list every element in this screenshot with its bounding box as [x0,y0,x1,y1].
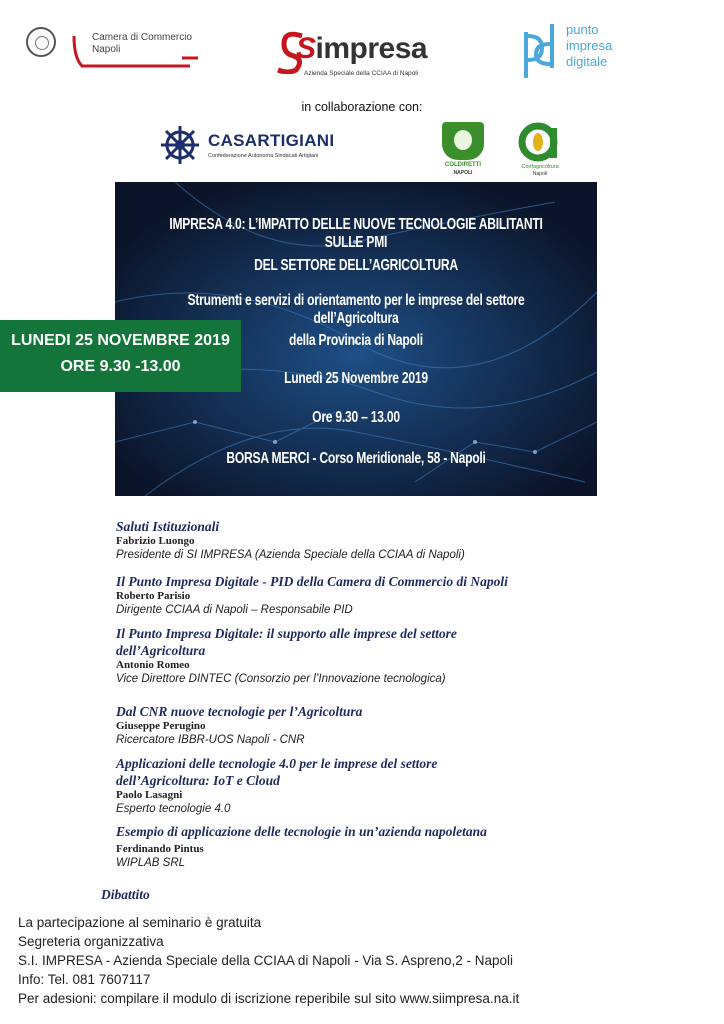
program-item [116,573,596,618]
pid-line2: impresa [566,38,613,53]
confagricoltura-name: Confagricoltura [521,164,559,170]
program-item [116,755,596,817]
footer-info [18,913,519,1008]
speaker-name: Roberto Parisio [116,590,191,602]
si-impresa-brand-rest: impresa [315,32,428,65]
date-box [0,320,241,392]
program-item-title: Saluti Istituzionali [116,519,220,534]
banner-venue: BORSA MERCI - Corso Meridionale, 58 - Napoli [226,450,486,467]
date-box-date: LUNEDI 25 NOVEMBRE 2019 [11,332,230,349]
speaker-name: Paolo Lasagni [116,789,183,801]
collaboration-label: in collaborazione con: [301,100,423,114]
pid-line3: digitale [566,54,608,69]
camera-commercio-logo [70,28,200,78]
banner-subtitle-line2: della Provincia di Napoli [289,332,423,349]
program-item [116,518,596,563]
banner-date: Lunedì 25 Novembre 2019 [284,370,428,387]
banner-time: Ore 9.30 – 13.00 [312,409,400,426]
camera-commercio-line1: Camera di Commercio [92,32,193,43]
pid-line1: punto [566,22,599,37]
date-box-time: ORE 9.30 -13.00 [60,358,181,375]
pid-logo [522,22,632,82]
program-item-title-cont: dell’Agricoltura: IoT e Cloud [116,773,280,788]
program-item [116,823,596,871]
confagricoltura-logo [514,122,566,178]
footer-free-participation: La partecipazione al seminario è gratuita [18,915,262,930]
program-item [116,703,596,748]
si-impresa-brand-s: S [296,32,316,65]
speaker-role: Ricercatore IBBR-UOS Napoli - CNR [116,734,305,746]
speaker-role: Dirigente CCIAA di Napoli – Responsabile PID [116,604,353,616]
banner-subtitle-line1: Strumenti e servizi di orientamento per le imprese del settore dell’Agricoltura [187,292,525,327]
footer-registration: Per adesioni: compilare il modulo di iscrizione reperibile sul sito www.siimpresa.na.it [18,991,520,1006]
program-item-title-cont: dell’Agricoltura [116,643,206,658]
camera-commercio-seal-icon [26,27,56,57]
program-item-title: Il Punto Impresa Digitale - PID della Camera di Commercio di Napoli [116,574,508,589]
camera-commercio-line2: Napoli [92,44,121,55]
ship-wheel-icon [160,125,200,165]
footer-phone: Info: Tel. 081 7607117 [18,972,151,987]
speaker-name: Fabrizio Luongo [116,535,195,547]
footer-address: S.I. IMPRESA - Azienda Speciale della CCIAA di Napoli - Via S. Aspreno,2 - Napoli [18,953,514,968]
program-item-title: Dal CNR nuove tecnologie per l’Agricoltura [116,704,363,719]
footer-secretariat-label: Segreteria organizzativa [18,934,164,949]
program-item-title: Applicazioni delle tecnologie 4.0 per le imprese del settore [116,756,438,771]
confagricoltura-mark-icon [518,122,562,162]
si-impresa-logo [276,26,426,82]
casartigiani-logo [160,123,335,171]
speaker-role: Presidente di SI IMPRESA (Azienda Speciale della CCIAA di Napoli) [116,549,465,561]
coldiretti-logo [438,122,488,178]
program-item [116,625,596,687]
coldiretti-name: COLDIRETTI [445,162,481,168]
confagricoltura-city: Napoli [532,171,548,177]
speaker-role: Vice Direttore DINTEC (Consorzio per l’Innovazione tecnologica) [116,673,446,685]
coldiretti-city: NAPOLI [453,170,473,176]
speaker-role: Esperto tecnologie 4.0 [116,803,231,815]
si-impresa-subtitle: Azienda Speciale della CCIAA di Napoli [304,70,419,77]
banner-title-line1: IMPRESA 4.0: L’IMPATTO DELLE NUOVE TECNOLOGIE ABILITANTI SULLE PMI [169,216,543,251]
program-item-title: Il Punto Impresa Digitale: il supporto alle imprese del settore [116,626,457,641]
banner-title-line2: DEL SETTORE DELL’AGRICOLTURA [254,257,458,274]
dibattito-heading: Dibattito [101,887,150,902]
coldiretti-shield-icon [442,122,484,160]
speaker-name: Antonio Romeo [116,659,190,671]
program-item-title: Esempio di applicazione delle tecnologie in un’azienda napoletana [116,824,487,839]
pid-mark-icon [522,22,556,80]
speaker-name: Giuseppe Perugino [116,720,206,732]
casartigiani-subtitle: Confederazione Autonoma Sindacati Artigiani [208,153,319,159]
speaker-name: Ferdinando Pintus [116,843,204,855]
casartigiani-name: CASARTIGIANI [208,131,335,150]
speaker-role: WIPLAB SRL [116,857,186,869]
